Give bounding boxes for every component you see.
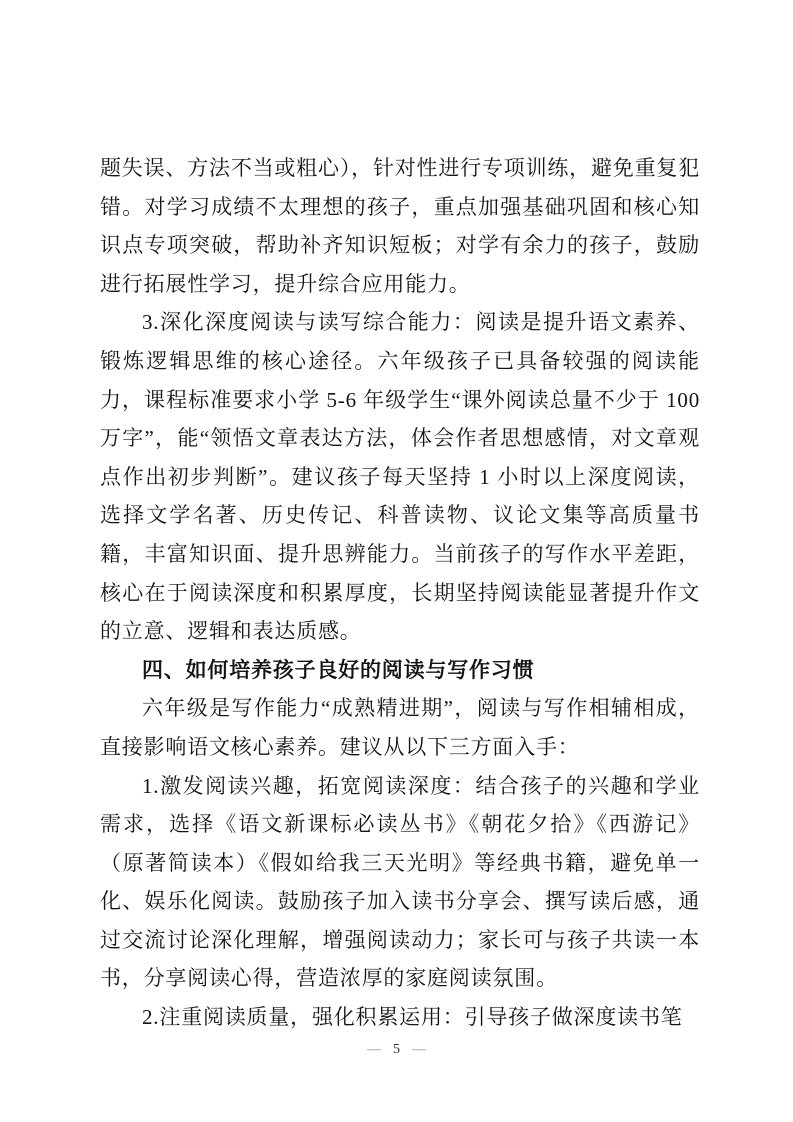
paragraph-point-3: 3.深化深度阅读与读写综合能力：阅读是提升语文素养、锻炼逻辑思维的核心途径。六年级孩子已具备较强的阅读能力，课程标准要求小学 5-6 年级学生“课外阅读总量不少于 100 万字”，能“领悟文章表达方法，体会作者思想感情，对文章观点作出初步判断”。建议孩子每天坚持 1 小时以上深度阅读，选择文学名著、历史传记、科普读物、议论文集等高质量书籍，丰富知识面、提升思辨能力。当前孩子的写作水平差距，核心在于阅读深度和积累厚度，长期坚持阅读能显著提升作文的立意、逻辑和表达质感。	[100, 310, 700, 644]
page-body-text	[100, 149, 700, 1037]
paragraph-section-intro: 六年级是写作能力“成熟精进期”，阅读与写作相辅相成，直接影响语文核心素养。建议从以下三方面入手：	[100, 696, 700, 759]
footer-left-dash: —	[367, 1042, 381, 1057]
page-number: 5	[393, 1042, 400, 1057]
paragraph-point-1: 1.激发阅读兴趣，拓宽阅读深度：结合孩子的兴趣和学业需求，选择《语文新课标必读丛书》《朝花夕拾》《西游记》（原著简读本）《假如给我三天光明》等经典书籍，避免单一化、娱乐化阅读。鼓励孩子加入读书分享会、撰写读后感，通过交流讨论深化理解，增强阅读动力；家长可与孩子共读一本书，分享阅读心得，营造浓厚的家庭阅读氛围。	[100, 773, 700, 991]
section-heading: 四、如何培养孩子良好的阅读与写作习惯	[142, 657, 535, 682]
paragraph-continued: 题失误、方法不当或粗心），针对性进行专项训练，避免重复犯错。对学习成绩不太理想的孩子，重点加强基础巩固和核心知识点专项突破，帮助补齐知识短板；对学有余力的孩子，鼓励进行拓展性学习，提升综合应用能力。	[100, 156, 700, 296]
paragraph-point-2-truncated: 2.注重阅读质量，强化积累运用：引导孩子做深度读书笔	[142, 1005, 683, 1030]
footer-right-dash: —	[412, 1042, 426, 1057]
page-footer	[0, 1040, 793, 1060]
